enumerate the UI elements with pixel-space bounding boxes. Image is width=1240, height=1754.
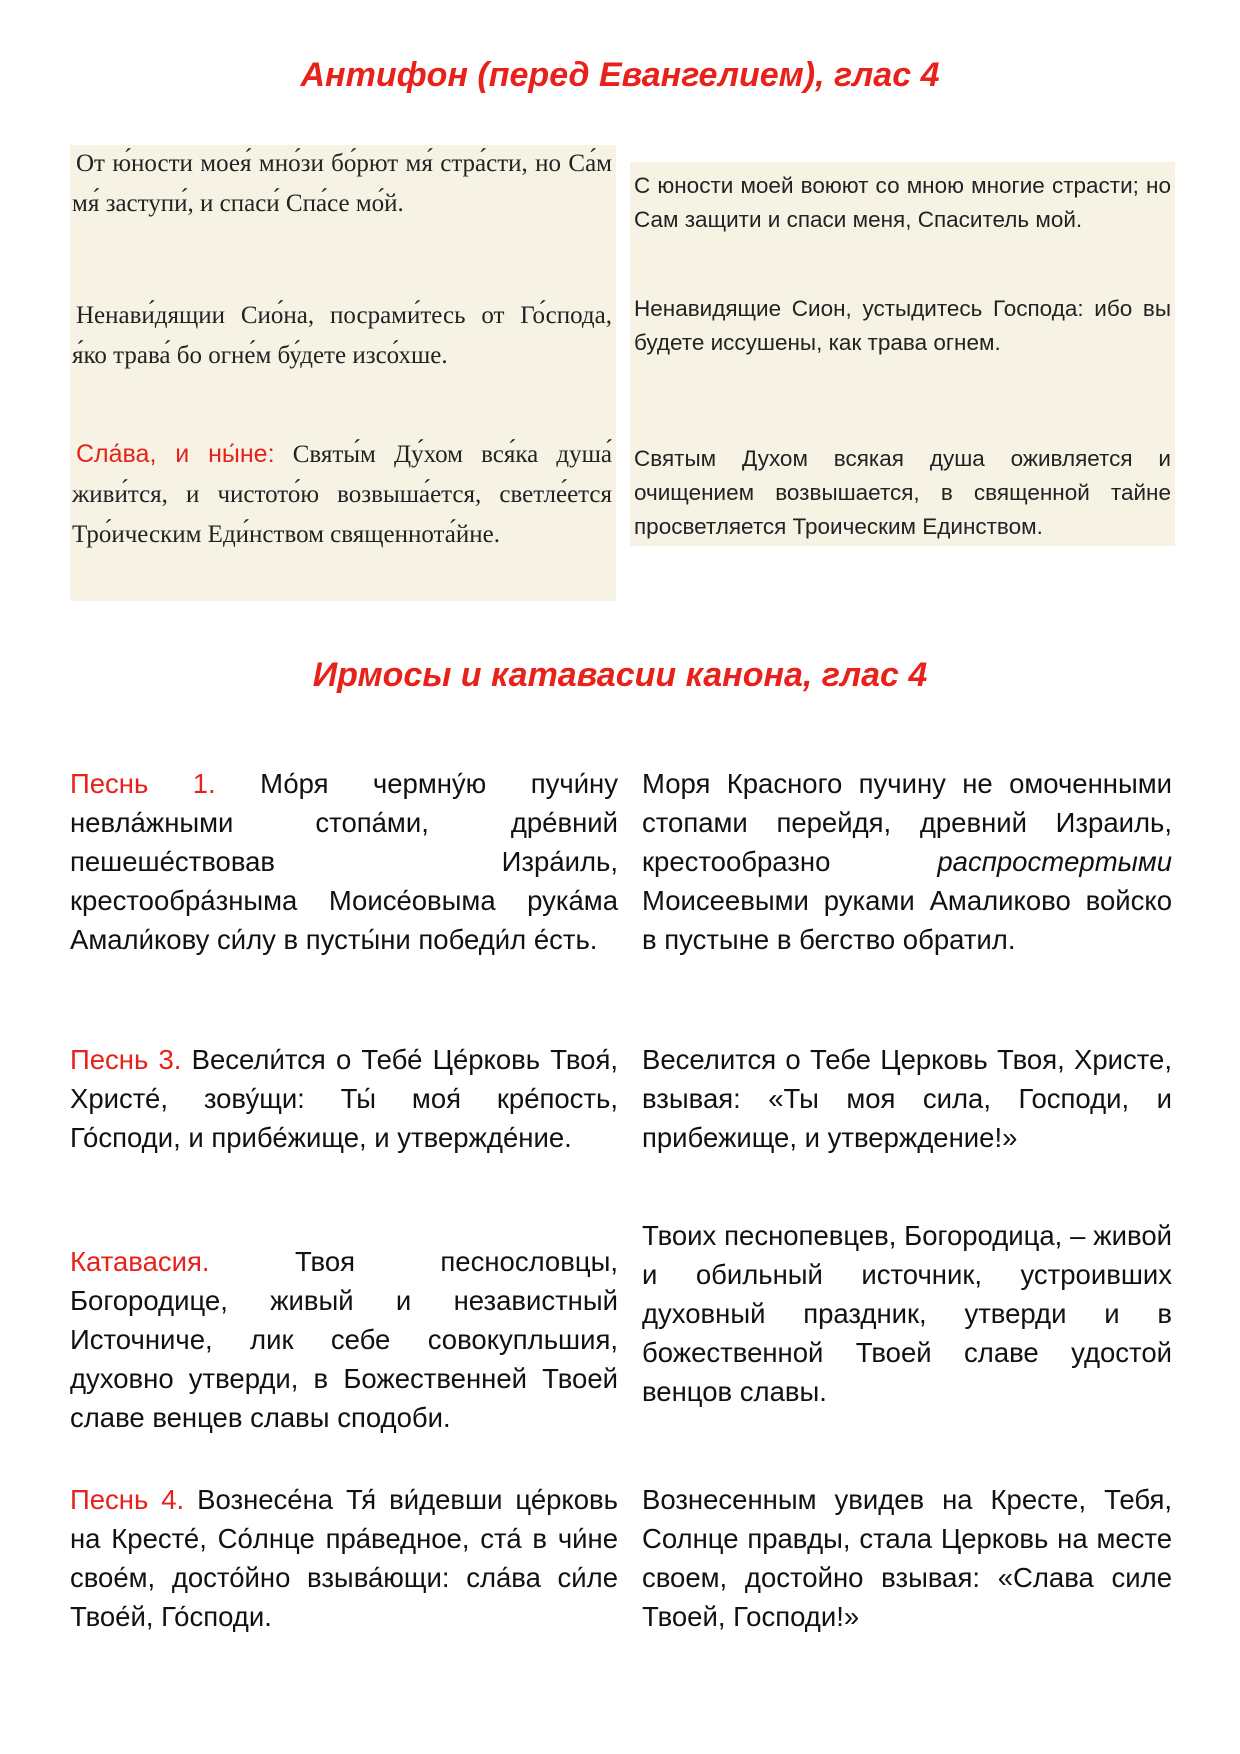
ode-3-russian: Веселится о Тебе Церковь Твоя, Христе, взывая: «Ты моя сила, Господи, и прибежище, и утверждение!» xyxy=(642,1044,1172,1153)
antiphon-verse-1-russian: С юности моей воюют со мною многие страсти; но Сам защити и спаси меня, Спаситель мой. xyxy=(634,173,1171,232)
antiphon-verse-1-slavonic: От ю́ности моея́ мно́зи бо́рют мя́ стра́сти, но Са́м мя́ заступи́, и спаси́ Спа́се мо́й. xyxy=(72,150,612,217)
antiphon-verse-2-slavonic: Ненави́дящии Сио́на, посрами́тесь от Го́спода, я́ко трава́ бо огне́м бу́дете изсо́хше. xyxy=(72,302,612,369)
ode-1-russian-part-b: Моисеевыми руками Амаликово войско в пустыне в бегство обратил. xyxy=(642,885,1172,955)
ode-4-russian: Вознесенным увидев на Кресте, Тебя, Солнце правды, стала Церковь на месте своем, достойно взывая: «Слава силе Твоей, Господи!» xyxy=(642,1484,1172,1632)
antiphon-verse-2-russian: Ненавидящие Сион, устыдитесь Господа: ибо вы будете иссушены, как трава огнем. xyxy=(634,296,1171,355)
ode-1-slavonic-text: Мо́ря чермну́ю пучи́ну невла́жными стопа́ми, дре́вний пешеше́ствовав Изра́иль, крестообра́зныма Моисе́овыма рука́ма Амали́кову си́лу в пусты́ни победи́л е́сть. xyxy=(70,768,618,955)
ode-1-slavonic xyxy=(70,764,618,959)
gloria-label: Сла́ва, и ны́не: xyxy=(76,440,275,468)
ode-1-russian xyxy=(642,764,1172,959)
ode-4-slavonic-text: Вознесе́на Тя́ ви́девши це́рковь на Кресте́, Со́лнце пра́ведное, ста́ в чи́не свое́м, досто́йно взыва́ющи: сла́ва си́ле Твое́й, Го́споди. xyxy=(70,1484,618,1632)
ode-1-russian-part-a: Моря Красного пучину не омоченными стопами перейдя, древний Израиль, крестообразно xyxy=(642,768,1172,877)
katavasia-slavonic-text: Твоя песнословцы, Богородице, живый и независтный Источниче, лик себе совокупльшия, духовно утверди, в Божественней Твоей славе венцев славы сподоби. xyxy=(70,1246,618,1433)
antiphon-verse-3-slavonic xyxy=(72,434,612,555)
ode-3-slavonic-text: Весели́тся о Тебе́ Це́рковь Твоя́, Христе́, зову́щи: Ты́ моя́ кре́пость, Го́споди, и прибе́жище, и утвержде́ние. xyxy=(70,1044,619,1153)
ode-4-slavonic xyxy=(70,1480,618,1636)
antiphon-verse-3-russian: Святым Духом всякая душа оживляется и очищением возвышается, в священной тайне просветляется Троическим Единством. xyxy=(634,446,1171,539)
antiphon-verse-3-text: Святы́м Ду́хом вся́ка душа́ живи́тся, и чистото́ю возвыша́ется, светле́ется Тро́ическим Еди́нством священнота́йне. xyxy=(72,441,612,548)
ode-3-label: Песнь 3. xyxy=(70,1044,182,1075)
ode-3-slavonic xyxy=(70,1040,618,1157)
katavasia-slavonic xyxy=(70,1242,618,1437)
ode-1-label: Песнь 1. xyxy=(70,768,216,799)
antiphon-title: Антифон (перед Евангелием), глас 4 xyxy=(300,56,940,94)
canon-title: Ирмосы и катавасии канона, глас 4 xyxy=(312,656,928,694)
ode-4-label: Песнь 4. xyxy=(70,1484,185,1515)
katavasia-label: Катавасия. xyxy=(70,1246,210,1277)
katavasia-russian: Твоих песнопевцев, Богородица, – живой и обильный источник, устроивших духовный праздник, утверди и в божественной Твоей славе удостой венцов славы. xyxy=(642,1220,1172,1407)
ode-1-russian-italic: распростертыми xyxy=(937,846,1172,877)
